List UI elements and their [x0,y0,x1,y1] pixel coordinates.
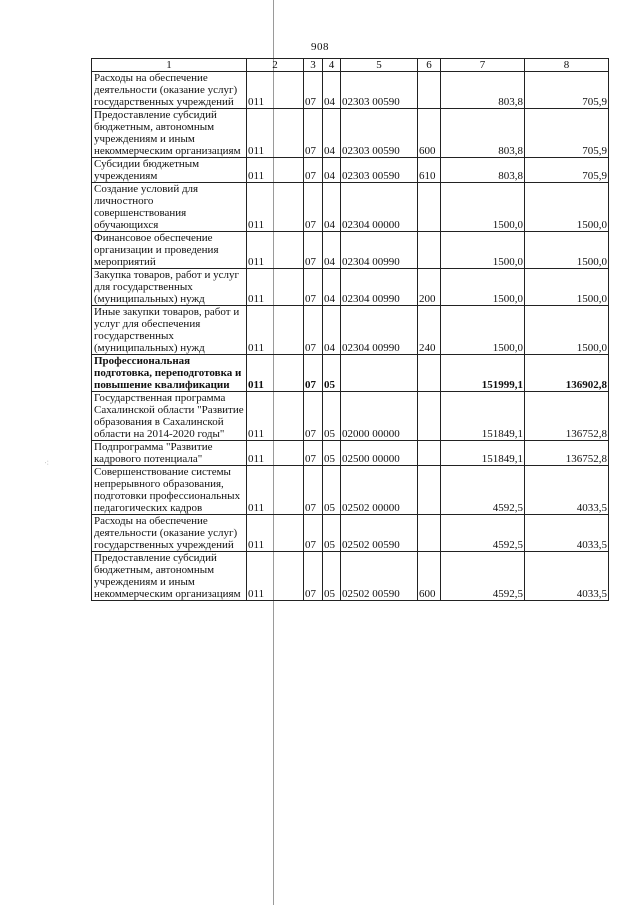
row-expense-type: 240 [418,306,441,355]
budget-table [91,58,609,601]
header-cell-6: 6 [418,59,441,72]
row-amount-col8: 136902,8 [525,355,609,392]
row-amount-col7: 4592,5 [441,552,525,601]
row-subsection-code: 04 [323,232,341,269]
row-section-code: 07 [304,515,323,552]
table-row [92,72,609,109]
header-cell-7: 7 [441,59,525,72]
header-cell-8: 8 [525,59,609,72]
table-row [92,515,609,552]
row-amount-col7: 4592,5 [441,515,525,552]
row-name-cell: Иные закупки товаров, работ и услуг для обеспечения государственных (муниципальных) нужд [92,306,247,355]
table-row [92,306,609,355]
row-expense-type: 600 [418,109,441,158]
table-row [92,355,609,392]
row-amount-col7: 151849,1 [441,392,525,441]
row-section-code: 07 [304,183,323,232]
table-header-row [92,59,609,72]
row-subsection-code: 05 [323,441,341,466]
table-row [92,441,609,466]
row-expense-type: 200 [418,269,441,306]
row-ministry-code: 011 [247,441,304,466]
row-subsection-code: 04 [323,72,341,109]
row-target-article: 02303 00590 [341,109,418,158]
row-expense-type: 610 [418,158,441,183]
row-ministry-code: 011 [247,466,304,515]
row-target-article: 02500 00000 [341,441,418,466]
table-row [92,466,609,515]
row-amount-col8: 4033,5 [525,466,609,515]
header-cell-3: 3 [304,59,323,72]
row-name-cell: Субсидии бюджетным учреждениям [92,158,247,183]
row-target-article: 02304 00990 [341,306,418,355]
row-section-code: 07 [304,392,323,441]
table-row [92,158,609,183]
row-section-code: 07 [304,552,323,601]
row-amount-col8: 1500,0 [525,306,609,355]
row-expense-type [418,515,441,552]
scan-blot: ⁖ [44,458,50,468]
row-name-cell: Предоставление субсидий бюджетным, автономным учреждениям и иным некоммерческим организациям [92,109,247,158]
row-amount-col7: 1500,0 [441,306,525,355]
row-expense-type [418,355,441,392]
row-section-code: 07 [304,232,323,269]
table-row [92,392,609,441]
row-ministry-code: 011 [247,232,304,269]
row-name-cell: Профессиональная подготовка, переподготовка и повышение квалификации [92,355,247,392]
row-ministry-code: 011 [247,72,304,109]
row-amount-col8: 705,9 [525,72,609,109]
row-amount-col7: 1500,0 [441,183,525,232]
row-expense-type [418,466,441,515]
row-name-cell: Государственная программа Сахалинской области "Развитие образования в Сахалинской области на 2014-2020 годы" [92,392,247,441]
row-ministry-code: 011 [247,515,304,552]
row-amount-col8: 705,9 [525,109,609,158]
row-section-code: 07 [304,109,323,158]
row-section-code: 07 [304,466,323,515]
row-subsection-code: 05 [323,355,341,392]
header-cell-1: 1 [92,59,247,72]
row-section-code: 07 [304,441,323,466]
row-amount-col7: 803,8 [441,109,525,158]
row-name-cell: Расходы на обеспечение деятельности (оказание услуг) государственных учреждений [92,72,247,109]
row-target-article: 02502 00590 [341,552,418,601]
row-target-article: 02000 00000 [341,392,418,441]
row-amount-col7: 1500,0 [441,269,525,306]
row-name-cell: Подпрограмма "Развитие кадрового потенциала" [92,441,247,466]
row-amount-col8: 705,9 [525,158,609,183]
header-cell-5: 5 [341,59,418,72]
row-target-article: 02502 00000 [341,466,418,515]
row-ministry-code: 011 [247,552,304,601]
row-section-code: 07 [304,355,323,392]
row-expense-type: 600 [418,552,441,601]
row-amount-col8: 4033,5 [525,552,609,601]
row-ministry-code: 011 [247,392,304,441]
row-expense-type [418,183,441,232]
row-target-article: 02304 00990 [341,232,418,269]
row-ministry-code: 011 [247,269,304,306]
row-subsection-code: 04 [323,306,341,355]
row-expense-type [418,392,441,441]
row-name-cell: Предоставление субсидий бюджетным, автономным учреждениям и иным некоммерческим организациям [92,552,247,601]
row-amount-col7: 803,8 [441,158,525,183]
row-subsection-code: 04 [323,158,341,183]
row-ministry-code: 011 [247,109,304,158]
row-expense-type [418,441,441,466]
row-amount-col8: 1500,0 [525,183,609,232]
row-name-cell: Совершенствование системы непрерывного образования, подготовки профессиональных педагогических кадров [92,466,247,515]
row-target-article: 02303 00590 [341,158,418,183]
row-target-article: 02304 00000 [341,183,418,232]
row-amount-col8: 136752,8 [525,392,609,441]
table-row [92,552,609,601]
row-ministry-code: 011 [247,306,304,355]
row-name-cell: Создание условий для личностного совершенствования обучающихся [92,183,247,232]
row-section-code: 07 [304,269,323,306]
row-amount-col8: 4033,5 [525,515,609,552]
table-row [92,183,609,232]
page-number: 908 [311,41,329,53]
row-section-code: 07 [304,72,323,109]
row-name-cell: Финансовое обеспечение организации и проведения мероприятий [92,232,247,269]
row-name-cell: Закупка товаров, работ и услуг для государственных (муниципальных) нужд [92,269,247,306]
row-expense-type [418,232,441,269]
row-ministry-code: 011 [247,355,304,392]
row-name-cell: Расходы на обеспечение деятельности (оказание услуг) государственных учреждений [92,515,247,552]
row-expense-type [418,72,441,109]
row-subsection-code: 05 [323,552,341,601]
table-row [92,232,609,269]
row-target-article: 02304 00990 [341,269,418,306]
row-ministry-code: 011 [247,183,304,232]
row-subsection-code: 04 [323,183,341,232]
row-target-article: 02502 00590 [341,515,418,552]
table-row [92,109,609,158]
row-subsection-code: 05 [323,515,341,552]
row-section-code: 07 [304,306,323,355]
row-target-article [341,355,418,392]
header-cell-2: 2 [247,59,304,72]
row-ministry-code: 011 [247,158,304,183]
row-amount-col7: 151849,1 [441,441,525,466]
table-row [92,269,609,306]
row-amount-col8: 1500,0 [525,232,609,269]
row-subsection-code: 04 [323,109,341,158]
row-subsection-code: 04 [323,269,341,306]
row-amount-col8: 1500,0 [525,269,609,306]
row-amount-col8: 136752,8 [525,441,609,466]
row-amount-col7: 151999,1 [441,355,525,392]
row-amount-col7: 4592,5 [441,466,525,515]
row-target-article: 02303 00590 [341,72,418,109]
row-amount-col7: 803,8 [441,72,525,109]
row-amount-col7: 1500,0 [441,232,525,269]
row-subsection-code: 05 [323,466,341,515]
header-cell-4: 4 [323,59,341,72]
row-subsection-code: 05 [323,392,341,441]
row-section-code: 07 [304,158,323,183]
